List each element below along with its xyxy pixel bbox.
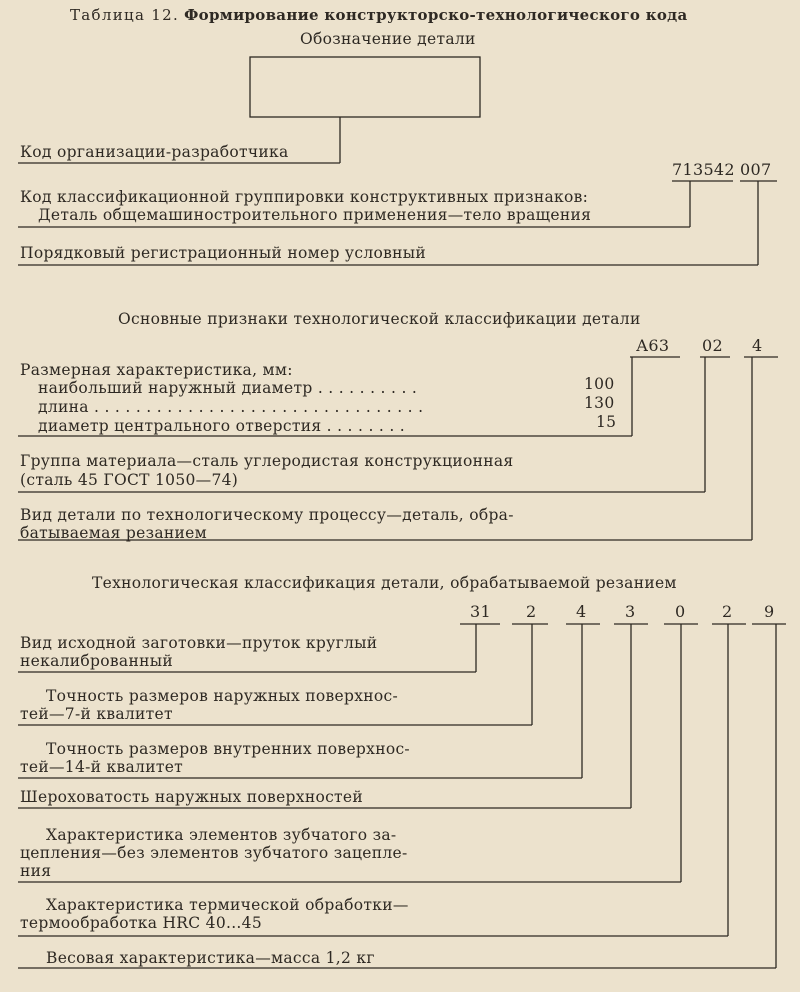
cutting-row-line: тей—14-й квалитет xyxy=(20,758,184,776)
code-007: 007 xyxy=(740,160,772,179)
org-code-label: Код организации-разработчика xyxy=(20,143,289,161)
cutting-title: Технологическая классификация детали, обрабатываемой резанием xyxy=(92,574,677,592)
cutting-row-line: Весовая характеристика—масса 1,2 кг xyxy=(46,949,375,967)
cutting-code: 2 xyxy=(526,602,537,621)
size-row-value: 130 xyxy=(584,394,615,412)
cutting-row-line: Точность размеров внутренних поверхнос- xyxy=(46,740,410,758)
material-label: Группа материала—сталь углеродистая конструкционная xyxy=(20,452,514,470)
table-label: Таблица 12. xyxy=(70,6,180,24)
cutting-code: 31 xyxy=(470,602,491,621)
size-header: Размерная характеристика, мм: xyxy=(20,361,293,379)
cutting-row-line: термообработка HRC 40...45 xyxy=(20,914,262,932)
code-713542: 713542 xyxy=(672,160,735,179)
cutting-code: 0 xyxy=(675,602,686,621)
code-02: 02 xyxy=(702,336,723,355)
cutting-row-line: цепления—без элементов зубчатого зацепле- xyxy=(20,844,408,862)
table-caption xyxy=(70,8,687,23)
cutting-row-line: Характеристика термической обработки— xyxy=(46,896,409,914)
process-label: Вид детали по технологическому процессу—деталь, обра- xyxy=(20,506,514,524)
size-row-value: 100 xyxy=(584,375,615,393)
table-title: Формирование конструкторско-технологического кода xyxy=(184,6,688,24)
designation-box xyxy=(250,57,480,117)
size-row-label: диаметр центрального отверстия . . . . . . . . xyxy=(38,417,406,435)
cutting-code: 4 xyxy=(576,602,587,621)
cutting-row-line: Точность размеров наружных поверхнос- xyxy=(46,687,399,705)
size-row-label: наибольший наружный диаметр . . . . . . . . . . xyxy=(38,379,418,397)
code-a63: А63 xyxy=(636,336,670,355)
size-row-value: 15 xyxy=(596,413,617,431)
cutting-row-line: тей—7-й квалитет xyxy=(20,705,173,723)
group-code-label: Код классификационной группировки конструктивных признаков: xyxy=(20,188,589,206)
size-row-label: длина . . . . . . . . . . . . . . . . . . . . . . . . . . . . . . . . xyxy=(38,398,424,416)
reg-number-label: Порядковый регистрационный номер условный xyxy=(20,244,427,262)
cutting-row-line: Шероховатость наружных поверхностей xyxy=(20,788,364,806)
cutting-row-line: некалиброванный xyxy=(20,652,173,670)
main-features-title: Основные признаки технологической классификации детали xyxy=(118,310,641,328)
cutting-code: 3 xyxy=(625,602,636,621)
group-code-detail: Деталь общемашиностроительного применения—тело вращения xyxy=(38,206,592,224)
process-detail: батываемая резанием xyxy=(20,524,208,542)
cutting-code: 9 xyxy=(764,602,775,621)
cutting-row-line: ния xyxy=(20,862,52,880)
cutting-code: 2 xyxy=(722,602,733,621)
designation-title: Обозначение детали xyxy=(300,30,476,48)
cutting-row-line: Характеристика элементов зубчатого за- xyxy=(46,826,397,844)
cutting-row-line: Вид исходной заготовки—пруток круглый xyxy=(20,634,378,652)
material-detail: (сталь 45 ГОСТ 1050—74) xyxy=(20,471,239,489)
code-4: 4 xyxy=(752,336,763,355)
